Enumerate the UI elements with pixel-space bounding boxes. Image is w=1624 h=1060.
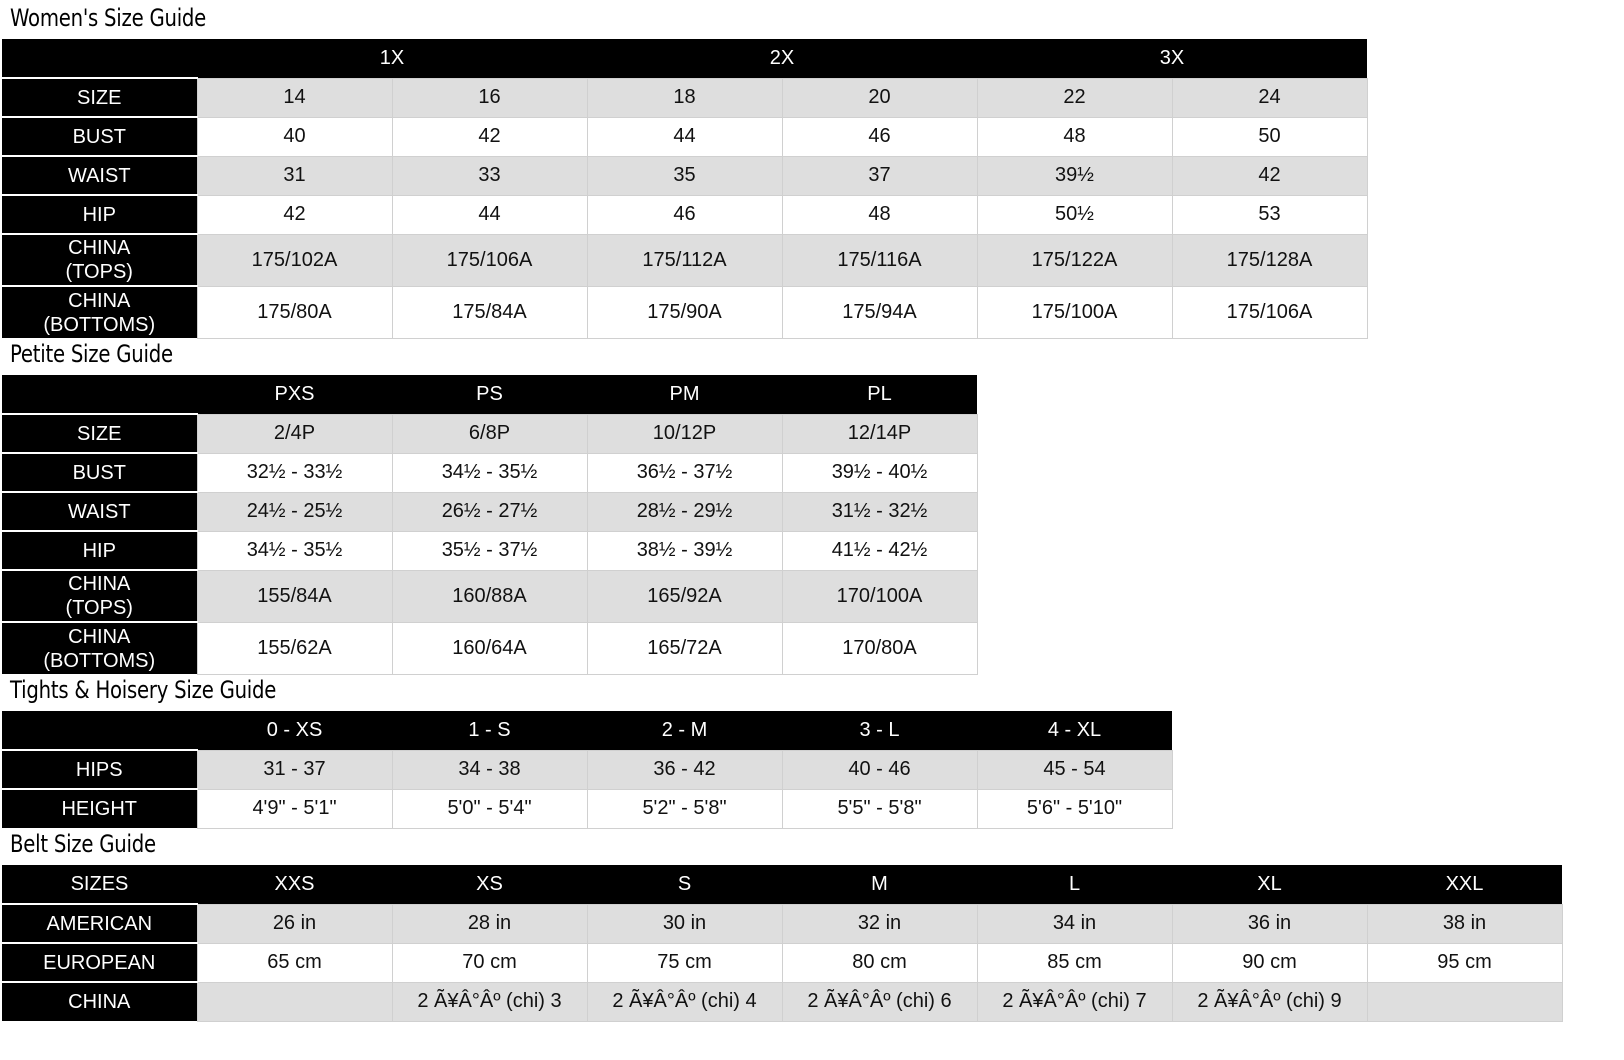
- table-row: [2, 156, 1367, 195]
- table-cell: 50: [1172, 117, 1367, 156]
- row-label-hip: HIP: [2, 531, 197, 570]
- row-label-hip: HIP: [2, 195, 197, 234]
- row-label-bust: BUST: [2, 453, 197, 492]
- column-header-1-s: 1 - S: [392, 711, 587, 750]
- table-cell: 175/90A: [587, 286, 782, 338]
- table-cell: 5'0" - 5'4": [392, 789, 587, 828]
- table-row: [2, 286, 1367, 338]
- row-label-american: AMERICAN: [2, 904, 197, 943]
- table-cell: 170/100A: [782, 570, 977, 622]
- table-row: [2, 117, 1367, 156]
- table-cell: 90 cm: [1172, 943, 1367, 982]
- table-cell: 2 Ã¥Â°Âº (chi) 9: [1172, 982, 1367, 1021]
- table-row: [2, 943, 1562, 982]
- table-cell: 155/84A: [197, 570, 392, 622]
- column-header-pl: PL: [782, 375, 977, 414]
- table-row: [2, 78, 1367, 117]
- petite-header-row: [2, 375, 977, 414]
- row-label-size: SIZE: [2, 414, 197, 453]
- table-cell: 2 Ã¥Â°Âº (chi) 6: [782, 982, 977, 1021]
- table-cell: 31 - 37: [197, 750, 392, 789]
- table-cell: [1367, 982, 1562, 1021]
- table-cell: 36 - 42: [587, 750, 782, 789]
- table-cell: 165/72A: [587, 622, 782, 674]
- column-header-ps: PS: [392, 375, 587, 414]
- table-cell: 5'5" - 5'8": [782, 789, 977, 828]
- womens-size-guide-title: Women's Size Guide: [10, 4, 207, 32]
- table-cell: 175/84A: [392, 286, 587, 338]
- table-cell: 22: [977, 78, 1172, 117]
- womens-size-table: [2, 39, 1368, 339]
- petite-size-guide-title: Petite Size Guide: [10, 340, 173, 368]
- table-cell: 38½ - 39½: [587, 531, 782, 570]
- header-corner: SIZES: [2, 865, 197, 904]
- table-cell: 39½ - 40½: [782, 453, 977, 492]
- table-cell: 70 cm: [392, 943, 587, 982]
- table-cell: 32½ - 33½: [197, 453, 392, 492]
- table-cell: 2 Ã¥Â°Âº (chi) 7: [977, 982, 1172, 1021]
- column-header-2-m: 2 - M: [587, 711, 782, 750]
- table-cell: 31½ - 32½: [782, 492, 977, 531]
- table-row: [2, 414, 977, 453]
- table-cell: 175/106A: [392, 234, 587, 286]
- table-cell: 16: [392, 78, 587, 117]
- column-header-m: M: [782, 865, 977, 904]
- table-cell: 34½ - 35½: [392, 453, 587, 492]
- column-header-xxl: XXL: [1367, 865, 1562, 904]
- table-row: [2, 453, 977, 492]
- table-cell: 45 - 54: [977, 750, 1172, 789]
- table-cell: 6/8P: [392, 414, 587, 453]
- row-label-waist: WAIST: [2, 492, 197, 531]
- table-cell: 26½ - 27½: [392, 492, 587, 531]
- belt-size-table: [2, 865, 1563, 1022]
- table-row: [2, 622, 977, 674]
- table-cell: 24: [1172, 78, 1367, 117]
- table-cell: 5'2" - 5'8": [587, 789, 782, 828]
- table-cell: 28 in: [392, 904, 587, 943]
- table-cell: 175/128A: [1172, 234, 1367, 286]
- table-row: [2, 982, 1562, 1021]
- column-header-4-xl: 4 - XL: [977, 711, 1172, 750]
- table-cell: 175/80A: [197, 286, 392, 338]
- column-header-pm: PM: [587, 375, 782, 414]
- tights-header-row: [2, 711, 1172, 750]
- column-header-xl: XL: [1172, 865, 1367, 904]
- table-cell: 36 in: [1172, 904, 1367, 943]
- table-cell: 32 in: [782, 904, 977, 943]
- table-cell: 39½: [977, 156, 1172, 195]
- table-cell: 33: [392, 156, 587, 195]
- row-label-waist: WAIST: [2, 156, 197, 195]
- table-row: [2, 531, 977, 570]
- table-row: [2, 904, 1562, 943]
- table-cell: 65 cm: [197, 943, 392, 982]
- table-cell: 5'6" - 5'10": [977, 789, 1172, 828]
- header-corner: [2, 711, 197, 750]
- column-header-3-l: 3 - L: [782, 711, 977, 750]
- row-label-bust: BUST: [2, 117, 197, 156]
- column-header-xxs: XXS: [197, 865, 392, 904]
- table-cell: 75 cm: [587, 943, 782, 982]
- table-cell: 80 cm: [782, 943, 977, 982]
- table-cell: 170/80A: [782, 622, 977, 674]
- row-label-european: EUROPEAN: [2, 943, 197, 982]
- table-cell: [197, 982, 392, 1021]
- table-row: [2, 750, 1172, 789]
- column-header-s: S: [587, 865, 782, 904]
- row-label-height: HEIGHT: [2, 789, 197, 828]
- belt-size-guide-title: Belt Size Guide: [10, 830, 156, 858]
- table-cell: 35½ - 37½: [392, 531, 587, 570]
- table-cell: 34½ - 35½: [197, 531, 392, 570]
- table-cell: 40 - 46: [782, 750, 977, 789]
- row-label-china-tops: CHINA (TOPS): [2, 234, 197, 286]
- group-header-2x: 2X: [587, 39, 977, 78]
- table-cell: 46: [587, 195, 782, 234]
- table-cell: 2 Ã¥Â°Âº (chi) 4: [587, 982, 782, 1021]
- column-header-xs: XS: [392, 865, 587, 904]
- table-cell: 42: [392, 117, 587, 156]
- tights-size-guide-title: Tights & Hoisery Size Guide: [10, 676, 277, 704]
- table-cell: 37: [782, 156, 977, 195]
- womens-group-header-row: [2, 39, 1367, 78]
- row-label-china-tops: CHINA (TOPS): [2, 570, 197, 622]
- table-cell: 165/92A: [587, 570, 782, 622]
- table-row: [2, 789, 1172, 828]
- table-row: [2, 234, 1367, 286]
- table-cell: 35: [587, 156, 782, 195]
- table-cell: 20: [782, 78, 977, 117]
- group-header-1x: 1X: [197, 39, 587, 78]
- table-cell: 38 in: [1367, 904, 1562, 943]
- table-cell: 46: [782, 117, 977, 156]
- table-cell: 175/100A: [977, 286, 1172, 338]
- table-row: [2, 570, 977, 622]
- table-cell: 34 - 38: [392, 750, 587, 789]
- table-cell: 175/112A: [587, 234, 782, 286]
- row-label-china-bottoms: CHINA (BOTTOMS): [2, 622, 197, 674]
- table-cell: 24½ - 25½: [197, 492, 392, 531]
- header-corner: [2, 39, 197, 78]
- table-cell: 4'9" - 5'1": [197, 789, 392, 828]
- table-cell: 34 in: [977, 904, 1172, 943]
- table-row: [2, 195, 1367, 234]
- row-label-hips: HIPS: [2, 750, 197, 789]
- table-cell: 31: [197, 156, 392, 195]
- table-cell: 160/64A: [392, 622, 587, 674]
- table-cell: 95 cm: [1367, 943, 1562, 982]
- table-cell: 48: [977, 117, 1172, 156]
- table-cell: 30 in: [587, 904, 782, 943]
- table-row: [2, 492, 977, 531]
- table-cell: 2/4P: [197, 414, 392, 453]
- column-header-l: L: [977, 865, 1172, 904]
- table-cell: 36½ - 37½: [587, 453, 782, 492]
- table-cell: 42: [197, 195, 392, 234]
- table-cell: 28½ - 29½: [587, 492, 782, 531]
- table-cell: 26 in: [197, 904, 392, 943]
- table-cell: 40: [197, 117, 392, 156]
- column-header-pxs: PXS: [197, 375, 392, 414]
- table-cell: 12/14P: [782, 414, 977, 453]
- table-cell: 160/88A: [392, 570, 587, 622]
- table-cell: 18: [587, 78, 782, 117]
- table-cell: 44: [392, 195, 587, 234]
- row-label-size: SIZE: [2, 78, 197, 117]
- group-header-3x: 3X: [977, 39, 1367, 78]
- column-header-0-xs: 0 - XS: [197, 711, 392, 750]
- table-cell: 48: [782, 195, 977, 234]
- table-cell: 41½ - 42½: [782, 531, 977, 570]
- table-cell: 53: [1172, 195, 1367, 234]
- row-label-china: CHINA: [2, 982, 197, 1021]
- table-cell: 175/106A: [1172, 286, 1367, 338]
- table-cell: 175/122A: [977, 234, 1172, 286]
- table-cell: 14: [197, 78, 392, 117]
- table-cell: 175/102A: [197, 234, 392, 286]
- table-cell: 85 cm: [977, 943, 1172, 982]
- table-cell: 42: [1172, 156, 1367, 195]
- table-cell: 44: [587, 117, 782, 156]
- header-corner: [2, 375, 197, 414]
- petite-size-table: [2, 375, 978, 675]
- table-cell: 175/94A: [782, 286, 977, 338]
- table-cell: 155/62A: [197, 622, 392, 674]
- row-label-china-bottoms: CHINA (BOTTOMS): [2, 286, 197, 338]
- belt-header-row: [2, 865, 1562, 904]
- table-cell: 2 Ã¥Â°Âº (chi) 3: [392, 982, 587, 1021]
- tights-size-table: [2, 711, 1173, 829]
- table-cell: 10/12P: [587, 414, 782, 453]
- table-cell: 175/116A: [782, 234, 977, 286]
- table-cell: 50½: [977, 195, 1172, 234]
